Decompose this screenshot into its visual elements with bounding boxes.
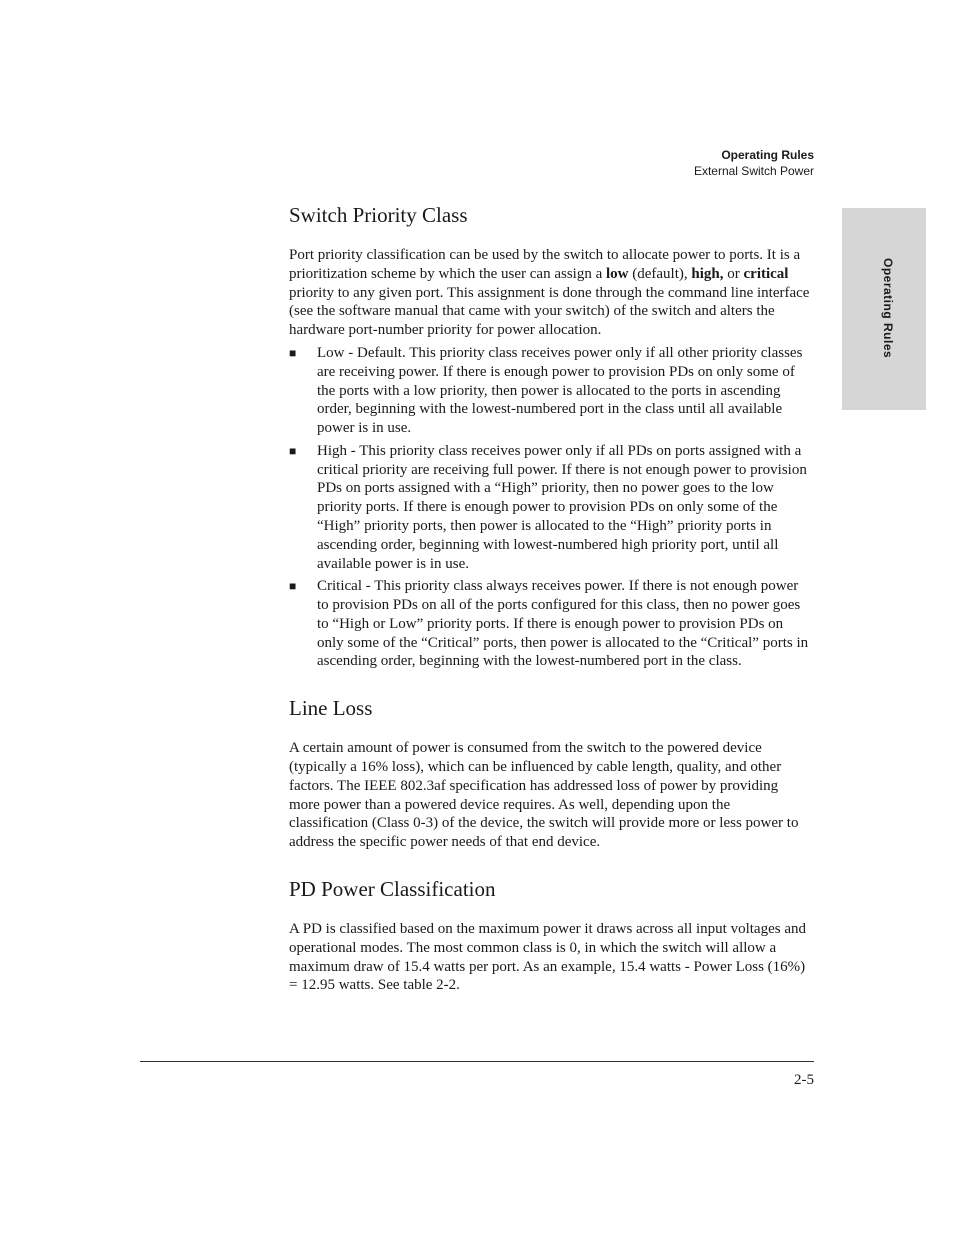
list-item-high (289, 442, 811, 574)
list-item-text: Low - Default. This priority class receives power only if all other priority classes are receiving power. If there is enough power to provision PDs on only some of the ports with a low priority, then power is allocated to the ports in ascending order, beginning with the lowest-numbered port in the class until all available power is in use. (317, 344, 803, 437)
chapter-title: Operating Rules (721, 148, 814, 162)
intro-text-2: (default), (628, 265, 692, 282)
priority-class-list (289, 344, 811, 671)
heading-switch-priority-class: Switch Priority Class (289, 203, 468, 227)
running-header (694, 147, 814, 179)
intro-bold-critical: critical (743, 265, 789, 282)
line-loss-paragraph: A certain amount of power is consumed from the switch to the powered device (typically a 16% loss), which can be influenced by cable length, quality, and other factors. The IEEE 802.3af specification has addressed loss of power by providing more power than a powered device requires. As well, depending upon the classification (Class 0-3) of the device, the switch will provide more or less power to address the specific power needs of that end device. (289, 740, 799, 851)
intro-bold-low: low (606, 265, 629, 282)
footer-divider (140, 1061, 814, 1062)
priority-intro-paragraph (289, 246, 811, 340)
list-item-text: High - This priority class receives power only if all PDs on ports assigned with a critical priority are receiving full power. If there is not enough power to provision PDs on ports assigned with a “High” priority, then no power goes to the low priority ports. If there is enough power to provision PDs on only some of the “High” priority ports, then power is allocated to the “High” priority ports in ascending order, beginning with lowest-numbered high priority port, until all available power is in use. (317, 442, 807, 572)
section-title: External Switch Power (693, 164, 814, 178)
bullet-square-icon: ■ (289, 345, 297, 360)
heading-pd-power-classification: PD Power Classification (289, 876, 496, 901)
page-number: 2-5 (794, 1072, 814, 1088)
chapter-side-tab (842, 208, 926, 410)
bullet-square-icon: ■ (289, 443, 297, 458)
page-content (289, 200, 811, 995)
pd-power-paragraph: A PD is classified based on the maximum power it draws across all input voltages and operational modes. The most common class is 0, in which the switch will allow a maximum draw of 15.4 watts per port. As an example, 15.4 watts - Power Loss (16%) = 12.95 watts. See table 2-2. (289, 920, 806, 994)
list-item-low (289, 344, 811, 438)
side-tab-label: Operating Rules (880, 258, 895, 359)
list-item-text: Critical - This priority class always receives power. If there is not enough power to provision PDs on all of the ports configured for this class, then no power goes to “High or Low” priority ports. If there is enough power to provision PDs on only some of the “Critical” ports, then power is allocated to the “Critical” ports in ascending order, beginning with the lowest-numbered port in the class. (317, 578, 809, 670)
bullet-square-icon: ■ (289, 579, 297, 594)
heading-line-loss: Line Loss (289, 696, 373, 721)
intro-text-4: priority to any given port. This assignment is done through the command line interface (see the software manual that came with your switch) of the switch and alters the hardware port-number priority for power allocation. (289, 284, 810, 339)
intro-text-1: Port priority classification can be used by the switch to allocate power to ports. It is a prioritization scheme by which the user can assign a (289, 247, 801, 282)
intro-bold-high: high, (691, 265, 724, 282)
list-item-critical (289, 577, 811, 671)
intro-text-3: or (723, 265, 744, 282)
